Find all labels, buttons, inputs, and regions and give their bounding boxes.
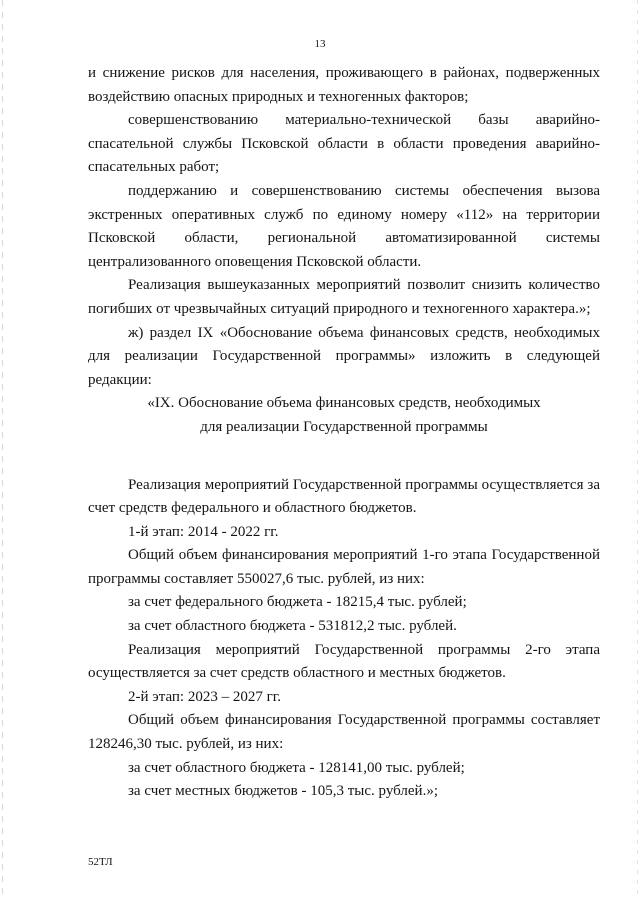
document-body: [88, 62, 600, 804]
scan-edge-left: [2, 0, 3, 899]
stage-2-period: 2-й этап: 2023 – 2027 гг.: [128, 688, 281, 705]
stage-1-period: 1-й этап: 2014 - 2022 гг.: [128, 523, 279, 540]
section-heading-line-2: для реализации Государственной программы: [200, 418, 488, 435]
stage-2-sources: Реализация мероприятий Государственной программы 2-го этапа осуществляется за счет средств областного и местных бюджетов.: [88, 641, 600, 682]
paragraph-measures-result: Реализация вышеуказанных мероприятий позволит снизить количество погибших от чрезвычайных ситуаций природного и техногенного характера.»;: [88, 277, 600, 317]
scan-edge-right: [637, 0, 638, 899]
paragraph-rescue-base: совершенствованию материально-технической базы аварийно-спасательной службы Псковской области в области проведения аварийно-спасательных работ;: [88, 112, 600, 176]
stage-1-federal: за счет федерального бюджета - 18215,4 тыс. рублей;: [128, 594, 467, 611]
stage-1-total: Общий объем финансирования мероприятий 1-го этапа Государственной программы составляет 550027,6 тыс. рублей, из них:: [88, 547, 600, 587]
paragraph-funding-sources: Реализация мероприятий Государственной программы осуществляется за счет средств федерального и областного бюджетов.: [88, 476, 600, 517]
stage-2-local: за счет местных бюджетов - 105,3 тыс. рублей.»;: [128, 783, 438, 800]
paragraph-112-system: поддержанию и совершенствованию системы обеспечения вызова экстренных оперативных служб по единому номеру «112» на территории Псковской области, региональной автоматизированной системы централизованного оповещения Псковской области.: [88, 182, 600, 270]
paragraph-section-amendment: ж) раздел IX «Обоснование объема финансовых средств, необходимых для реализации Государственной программы» изложить в следующей редакции:: [88, 324, 600, 388]
footer-code: 52ТЛ: [88, 856, 113, 868]
heading-spacer: [88, 440, 600, 474]
paragraph-risk-reduction: и снижение рисков для населения, проживающего в районах, подверженных воздействию опасных природных и техногенных факторов;: [88, 65, 600, 105]
stage-2-regional: за счет областного бюджета - 128141,00 тыс. рублей;: [128, 759, 465, 776]
page-number: 13: [314, 38, 326, 50]
stage-1-regional: за счет областного бюджета - 531812,2 тыс. рублей.: [128, 618, 457, 635]
stage-2-total: Общий объем финансирования Государственной программы составляет 128246,30 тыс. рублей, из них:: [88, 712, 600, 753]
section-heading-line-1: «IX. Обоснование объема финансовых средств, необходимых: [147, 395, 541, 412]
